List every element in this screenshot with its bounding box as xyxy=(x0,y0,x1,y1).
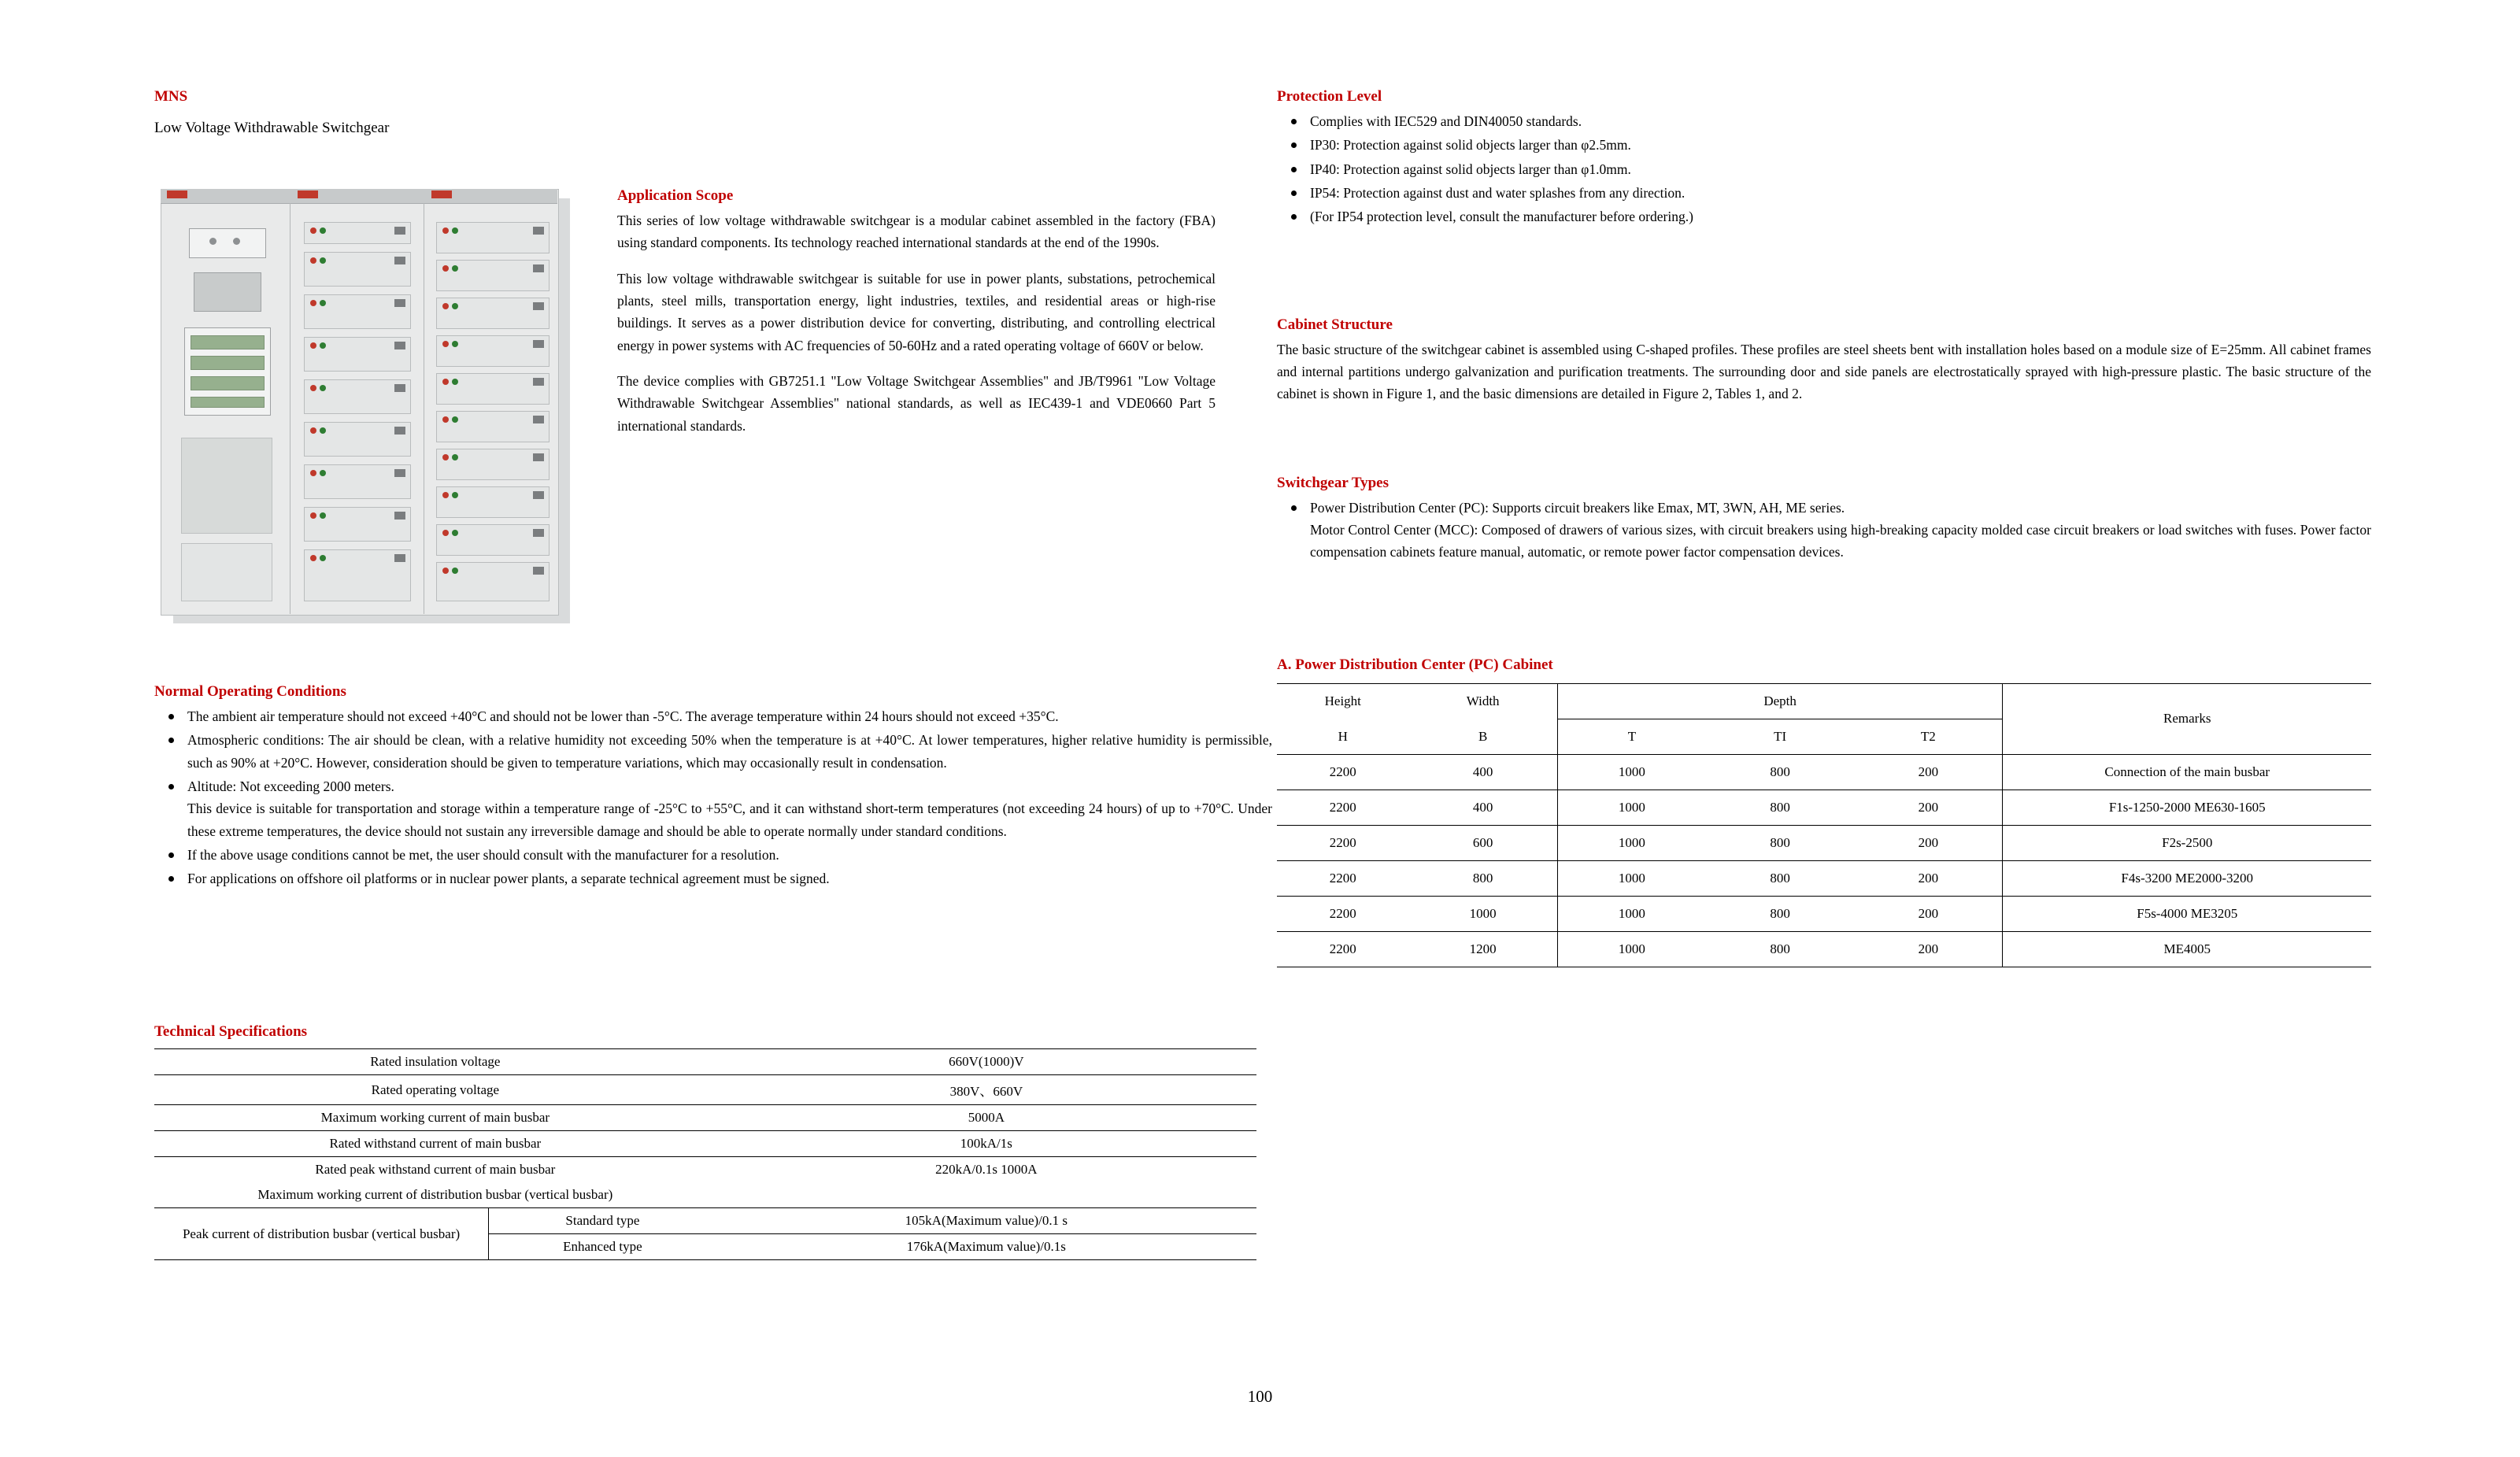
cell-remarks: ME4005 xyxy=(2003,931,2371,967)
cell-t: 1000 xyxy=(1557,825,1706,860)
protection-level-list xyxy=(1277,110,2371,228)
list-item xyxy=(1277,497,2371,564)
col-h: H xyxy=(1277,719,1409,754)
cell-t: 1000 xyxy=(1557,754,1706,790)
cell-t: 1000 xyxy=(1557,790,1706,825)
list-item xyxy=(1277,182,2371,204)
cell-b: 400 xyxy=(1409,790,1558,825)
product-title: MNS xyxy=(154,88,188,105)
technical-specifications-section xyxy=(154,1023,1272,1260)
cell-remarks: F4s-3200 ME2000-3200 xyxy=(2003,860,2371,896)
table-row xyxy=(154,1105,1256,1131)
cell-t1: 800 xyxy=(1706,754,1854,790)
noc-item-5: For applications on offshore oil platforms or in nuclear power plants, a separate technical agreement must be signed. xyxy=(187,871,830,887)
cell-t2: 200 xyxy=(1854,860,2003,896)
list-item xyxy=(1277,110,2371,132)
cell-remarks: F1s-1250-2000 ME630-1605 xyxy=(2003,790,2371,825)
normal-operating-conditions-heading: Normal Operating Conditions xyxy=(154,683,346,700)
cell-h: 2200 xyxy=(1277,931,1409,967)
application-scope-paragraph-2: This low voltage withdrawable switchgear is suitable for use in power plants, substations, petrochemical plants, steel mills, transportation energy, light industries, textiles, and residential areas or high-rise buildings. It serves as a power distribution device for converting, distributing, and controlling electrical energy in power systems with AC frequencies of 50-60Hz and a rated operating voltage of 660V or below. xyxy=(617,270,1216,353)
table-row xyxy=(1277,790,2371,825)
noc-item-2: Atmospheric conditions: The air should be clean, with a relative humidity not exceeding 50% when the temperature is at +40°C. At lower temperatures, higher relative humidity is permissible, such as 90% at +20°C. However, consideration should be given to temperature variations, which may occasionally result in condensation. xyxy=(187,732,1272,771)
product-subtitle: Low Voltage Withdrawable Switchgear xyxy=(154,120,390,136)
application-scope-heading: Application Scope xyxy=(617,187,734,204)
cell-t: 1000 xyxy=(1557,931,1706,967)
table-header-row xyxy=(1277,683,2371,719)
switchgear-type-2: Motor Control Center (MCC): Composed of drawers of various sizes, with circuit breakers using high-breaking capacity molded case circuit breakers or load switches with fuses. Power factor compensation cabinets feature manual, automatic, or remote power factor compensation devices. xyxy=(1310,522,2371,560)
cell-h: 2200 xyxy=(1277,860,1409,896)
spec-value: 100kA/1s xyxy=(716,1131,1256,1157)
cell-t: 1000 xyxy=(1557,860,1706,896)
list-item xyxy=(1277,158,2371,180)
table-row xyxy=(1277,754,2371,790)
cell-b: 400 xyxy=(1409,754,1558,790)
spec-value: 176kA(Maximum value)/0.1s xyxy=(716,1234,1256,1260)
spec-value: 105kA(Maximum value)/0.1 s xyxy=(716,1208,1256,1234)
cell-t1: 800 xyxy=(1706,896,1854,931)
spec-value: 660V(1000)V xyxy=(716,1049,1256,1075)
list-item xyxy=(154,775,1272,842)
cell-t2: 200 xyxy=(1854,931,2003,967)
cell-b: 600 xyxy=(1409,825,1558,860)
spec-value: 220kA/0.1s 1000A xyxy=(716,1157,1256,1208)
application-scope-paragraph-3: The device complies with GB7251.1 "Low Voltage Switchgear Assemblies" and JB/T9961 "Low Voltage Withdrawable Switchgear Assemblies" national standards, as well as IEC439-1 and VDE0660 Part 5 international standards. xyxy=(617,373,1216,434)
spec-label: Peak current of distribution busbar (vertical busbar) xyxy=(154,1208,489,1260)
protection-item-2: IP30: Protection against solid objects larger than φ2.5mm. xyxy=(1310,137,1631,153)
cell-h: 2200 xyxy=(1277,754,1409,790)
pc-cabinet-section xyxy=(1277,656,2371,967)
col-b: B xyxy=(1409,719,1558,754)
protection-item-5: (For IP54 protection level, consult the manufacturer before ordering.) xyxy=(1310,209,1693,225)
table-row xyxy=(154,1075,1256,1105)
list-item xyxy=(1277,205,2371,227)
switchgear-types-list xyxy=(1277,497,2371,564)
switchgear-types-section xyxy=(1277,475,2371,564)
noc-item-4: If the above usage conditions cannot be met, the user should consult with the manufacturer for a resolution. xyxy=(187,847,779,863)
technical-specifications-table xyxy=(154,1048,1256,1260)
col-remarks: Remarks xyxy=(2003,683,2371,754)
right-column xyxy=(1277,88,2371,967)
cell-t2: 200 xyxy=(1854,896,2003,931)
noc-item-1: The ambient air temperature should not exceed +40°C and should not be lower than -5°C. The average temperature within 24 hours should not exceed +35°C. xyxy=(187,708,1059,724)
application-scope-section xyxy=(617,187,1216,437)
cell-t1: 800 xyxy=(1706,931,1854,967)
protection-level-heading: Protection Level xyxy=(1277,88,1382,105)
switchgear-type-1: Power Distribution Center (PC): Supports circuit breakers like Emax, MT, 3WN, AH, ME series. xyxy=(1310,499,1845,516)
protection-item-4: IP54: Protection against dust and water splashes from any direction. xyxy=(1310,185,1686,202)
cell-t1: 800 xyxy=(1706,860,1854,896)
cabinet-structure-heading: Cabinet Structure xyxy=(1277,316,1393,333)
cell-t2: 200 xyxy=(1854,825,2003,860)
spec-label: Maximum working current of main busbar xyxy=(154,1105,716,1131)
table-row xyxy=(1277,860,2371,896)
cell-t1: 800 xyxy=(1706,825,1854,860)
spec-label: Rated peak withstand current of main busbar xyxy=(154,1157,716,1183)
cell-b: 1000 xyxy=(1409,896,1558,931)
application-scope-paragraph-1: This series of low voltage withdrawable switchgear is a modular cabinet assembled in the factory (FBA) using standard components. Its technology reached international standards at the end of the 1990s. xyxy=(617,213,1216,251)
col-depth: Depth xyxy=(1557,683,2003,719)
pc-cabinet-heading: A. Power Distribution Center (PC) Cabinet xyxy=(1277,656,1553,673)
spec-label: Maximum working current of distribution busbar (vertical busbar) xyxy=(154,1182,716,1208)
cell-t2: 200 xyxy=(1854,790,2003,825)
cell-t1: 800 xyxy=(1706,790,1854,825)
cell-remarks: F5s-4000 ME3205 xyxy=(2003,896,2371,931)
cell-t2: 200 xyxy=(1854,754,2003,790)
protection-item-3: IP40: Protection against solid objects larger than φ1.0mm. xyxy=(1310,161,1631,177)
list-item xyxy=(154,844,1272,866)
spec-sublabel: Enhanced type xyxy=(489,1234,716,1260)
spec-label: Rated operating voltage xyxy=(154,1075,716,1105)
spec-label: Rated insulation voltage xyxy=(154,1049,716,1075)
table-row xyxy=(154,1208,1256,1234)
cabinet-structure-section xyxy=(1277,316,2371,405)
spec-value: 380V、660V xyxy=(716,1075,1256,1105)
cell-t: 1000 xyxy=(1557,896,1706,931)
noc-altitude-note: This device is suitable for transportation and storage within a temperature range of -25°C to +55°C, and it can withstand short-term temperatures (not exceeding 24 hours) of up to +70°C. Under these extreme temperatures, the device should not sustain any irreversible damage and should be able to operate normally under standard conditions. xyxy=(187,801,1272,839)
switchgear-cabinet-photo xyxy=(154,187,595,636)
cell-b: 1200 xyxy=(1409,931,1558,967)
list-item xyxy=(154,705,1272,727)
switchgear-types-heading: Switchgear Types xyxy=(1277,474,1389,491)
normal-operating-conditions-section xyxy=(154,683,1272,892)
cell-b: 800 xyxy=(1409,860,1558,896)
table-row xyxy=(1277,825,2371,860)
list-item xyxy=(1277,134,2371,156)
protection-item-1: Complies with IEC529 and DIN40050 standards. xyxy=(1310,113,1582,129)
cell-h: 2200 xyxy=(1277,790,1409,825)
table-row xyxy=(1277,931,2371,967)
col-width: Width xyxy=(1409,683,1558,719)
spec-sublabel: Standard type xyxy=(489,1208,716,1234)
cabinet-structure-body: The basic structure of the switchgear cabinet is assembled using C-shaped profiles. These profiles are steel sheets bent with installation holes based on a module size of E=25mm. All cabinet frames and internal partitions undergo galvanization and purification treatments. The surrounding door and side panels are electrostatically sprayed with high-pressure plastic. The basic structure of the cabinet is shown in Figure 1, and the basic dimensions are detailed in Figure 2, Tables 1, and 2. xyxy=(1277,341,2371,402)
col-t: T xyxy=(1557,719,1706,754)
application-scope-body xyxy=(617,209,1216,437)
col-t2: T2 xyxy=(1854,719,2003,754)
list-item xyxy=(154,867,1272,889)
cell-h: 2200 xyxy=(1277,896,1409,931)
list-item xyxy=(154,729,1272,774)
left-column-header xyxy=(154,88,1217,137)
col-t1: TI xyxy=(1706,719,1854,754)
noc-item-3: Altitude: Not exceeding 2000 meters. xyxy=(187,778,394,795)
protection-level-section xyxy=(1277,88,2371,228)
col-height: Height xyxy=(1277,683,1409,719)
cell-h: 2200 xyxy=(1277,825,1409,860)
pc-cabinet-table xyxy=(1277,683,2371,967)
spec-label: Rated withstand current of main busbar xyxy=(154,1131,716,1157)
cell-remarks: F2s-2500 xyxy=(2003,825,2371,860)
normal-operating-conditions-list xyxy=(154,705,1272,890)
table-row xyxy=(1277,896,2371,931)
image-and-scope-block xyxy=(154,187,1217,660)
technical-specifications-heading: Technical Specifications xyxy=(154,1023,308,1040)
spec-value: 5000A xyxy=(716,1105,1256,1131)
cell-remarks: Connection of the main busbar xyxy=(2003,754,2371,790)
table-row xyxy=(154,1131,1256,1157)
table-row xyxy=(154,1049,1256,1075)
page-number: 100 xyxy=(1247,1387,1273,1406)
table-row xyxy=(154,1157,1256,1183)
